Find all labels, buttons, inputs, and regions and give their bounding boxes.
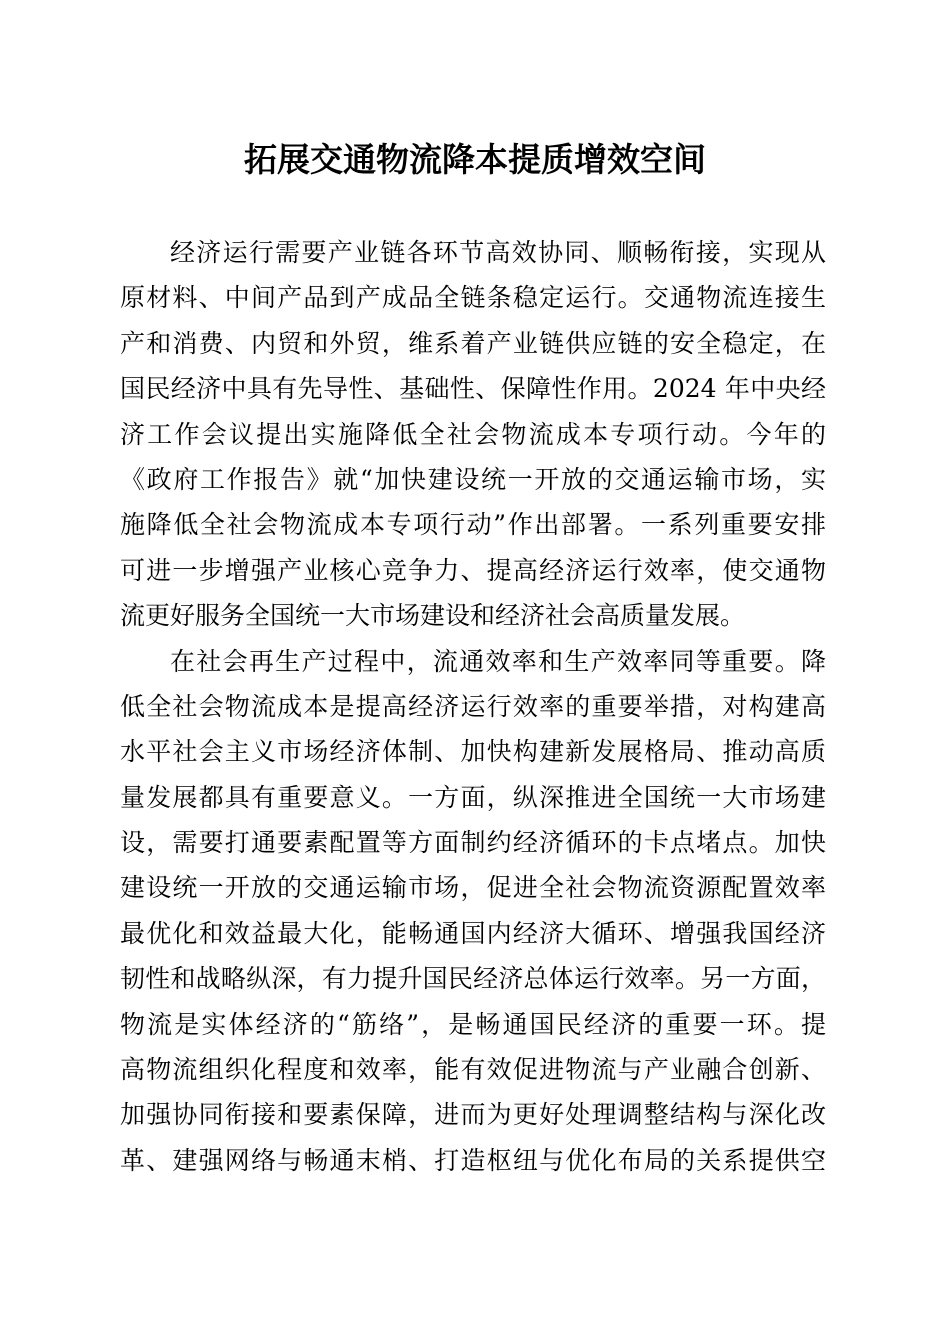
text-line: 建设统一开放的交通运输市场，促进全社会物流资源配置效率	[120, 873, 826, 903]
text-line: 高物流组织化程度和效率，能有效促进物流与产业融合创新、	[120, 1055, 826, 1085]
text-line: 加强协同衔接和要素保障，进而为更好处理调整结构与深化改	[120, 1100, 826, 1130]
text-line: 韧性和战略纵深，有力提升国民经济总体运行效率。另一方面，	[120, 964, 826, 994]
text-line: 低全社会物流成本是提高经济运行效率的重要举措，对构建高	[120, 691, 826, 721]
document-title: 拓展交通物流降本提质增效空间	[244, 140, 706, 179]
text-line: 国民经济中具有先导性、基础性、保障性作用。2024 年中央经	[120, 374, 826, 404]
paragraph-2	[120, 639, 826, 1184]
paragraph-1	[120, 230, 826, 639]
text-line: 施降低全社会物流成本专项行动”作出部署。一系列重要安排	[120, 510, 826, 540]
text-line: 物流是实体经济的“筋络”，是畅通国民经济的重要一环。提	[120, 1009, 826, 1039]
text-line: 产和消费、内贸和外贸，维系着产业链供应链的安全稳定，在	[120, 328, 826, 358]
text-line: 水平社会主义市场经济体制、加快构建新发展格局、推动高质	[120, 737, 826, 767]
text-line: 原材料、中间产品到产成品全链条稳定运行。交通物流连接生	[120, 283, 826, 313]
text-line: 可进一步增强产业核心竞争力、提高经济运行效率，使交通物	[120, 555, 826, 585]
text-line: 最优化和效益最大化，能畅通国内经济大循环、增强我国经济	[120, 918, 826, 948]
text-line: 革、建强网络与畅通末梢、打造枢纽与优化布局的关系提供空	[120, 1145, 826, 1175]
text-line: 《政府工作报告》就“加快建设统一开放的交通运输市场，实	[120, 464, 826, 494]
text-line: 量发展都具有重要意义。一方面，纵深推进全国统一大市场建	[120, 782, 826, 812]
text-line: 经济运行需要产业链各环节高效协同、顺畅衔接，实现从	[170, 238, 826, 267]
text-line: 流更好服务全国统一大市场建设和经济社会高质量发展。	[120, 601, 746, 631]
document-body	[120, 230, 826, 1183]
text-line: 设，需要打通要素配置等方面制约经济循环的卡点堵点。加快	[120, 828, 826, 858]
text-line: 在社会再生产过程中，流通效率和生产效率同等重要。降	[170, 646, 826, 676]
text-line: 济工作会议提出实施降低全社会物流成本专项行动。今年的	[120, 419, 826, 449]
